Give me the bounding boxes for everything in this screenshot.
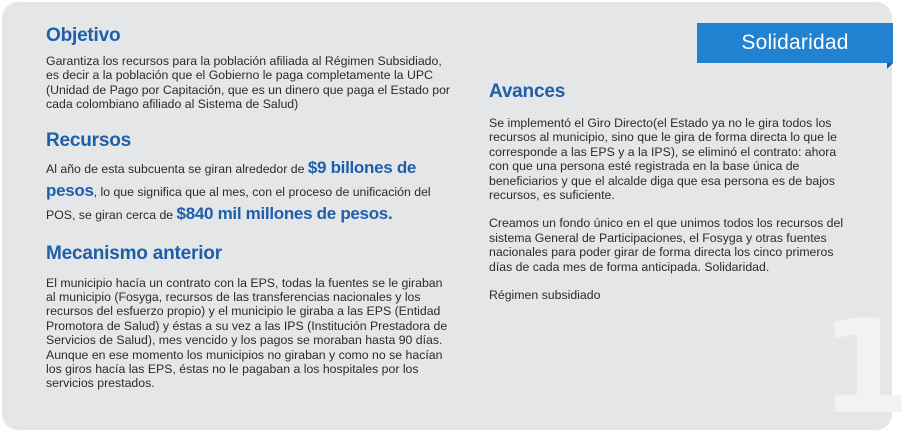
recursos-text-2: , lo que significa que al mes, con el proceso de unificación del POS, se giran cerca de	[46, 184, 431, 222]
page-number: 1	[820, 291, 910, 443]
recursos-section	[46, 129, 451, 226]
objetivo-section	[46, 24, 451, 112]
mecanismo-title: Mecanismo anterior	[46, 242, 222, 264]
mecanismo-section	[46, 242, 451, 391]
category-badge: Solidaridad	[697, 23, 893, 63]
objetivo-body: Garantiza los recursos para la población afiliada al Régimen Subsidiado, es decir a la población que el Gobierno le paga completamente la UPC (Unidad de Pago por Capitación, que es un dinero que paga el Estado por cada colombiano afiliado al Sistema de Salud)	[46, 54, 451, 112]
recursos-highlight-annual: $9 billones de pesos	[46, 157, 417, 200]
left-column	[46, 24, 451, 391]
badge-fold	[887, 63, 893, 69]
avances-section	[489, 80, 854, 302]
mecanismo-body: El municipio hacía un contrato con la EPS, todas la fuentes se le giraban al municipio (Fosyga, recursos de las transferencias nacionales y los recursos del esfuerzo propio) y el municipio le giraba a las EPS (Entidad Promotora de Salud) y éstas a su vez a las IPS (Institución Prestadora de Servicios de Salud), mes vencido y los pagos se moraban hasta 90 días. Aunque en ese momento los municipios no giraban y como no se hacían los giros hacía las EPS, éstas no le pagaban a los hospitales por los servicios prestados.	[46, 275, 448, 391]
right-column	[489, 80, 854, 302]
avances-paragraph-2: Creamos un fondo único en el que unimos todos los recursos del sistema General de Participaciones, el Fosyga y otras fuentes nacionales para poder girar de forma directa los cinco primeros días de cada mes de forma anticipada. Solidaridad.	[489, 216, 844, 274]
recursos-title: Recursos	[46, 129, 131, 151]
avances-footer: Régimen subsidiado	[489, 288, 601, 303]
recursos-text-1: Al año de esta subcuenta se giran alrededor de	[46, 161, 308, 176]
recursos-highlight-monthly: $840 mil millones de pesos.	[176, 203, 393, 223]
avances-paragraph-1: Se implementó el Giro Directo(el Estado ya no le gira todos los recursos al municipio, sino que le gira de forma directa lo que le corresponde a las EPS y a la IPS), se eliminó el contrato: ahora con que una persona esté registrada en la base única de beneficiarios y que el alcalde diga que esa persona es de bajos recursos, es suficiente.	[489, 116, 837, 203]
recursos-body	[46, 157, 451, 226]
objetivo-title: Objetivo	[46, 25, 121, 46]
avances-title: Avances	[489, 81, 566, 102]
